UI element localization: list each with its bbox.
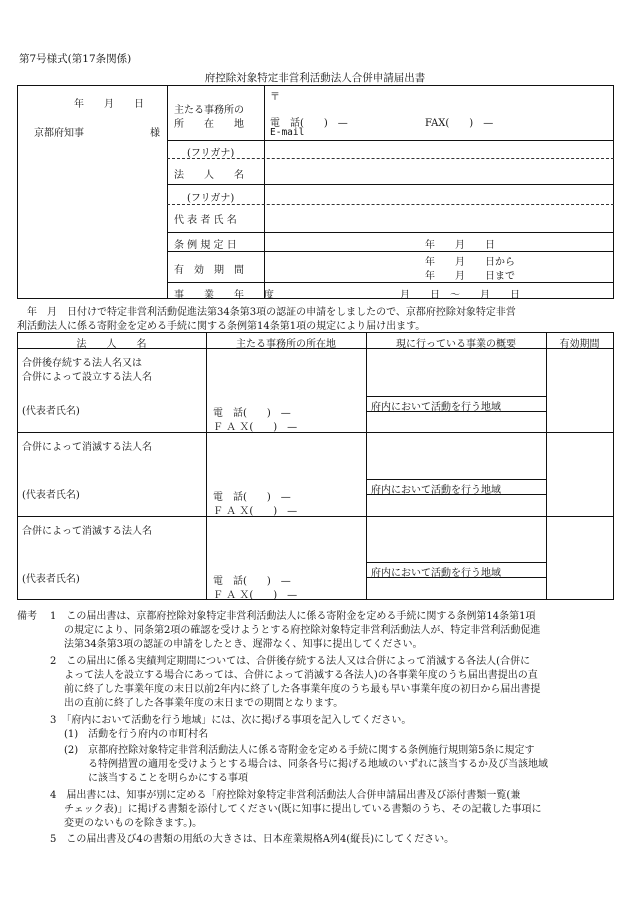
row-area-label: 府内において活動を行う地域 — [371, 568, 501, 579]
validity-label: 有 効 期 間 — [174, 265, 244, 276]
validity-to[interactable]: 年 月 日まで — [425, 271, 515, 282]
col-header-validity: 有効期間 — [559, 339, 600, 350]
business-year-label: 事 業 年 度 — [174, 290, 274, 301]
corp-furigana-field[interactable] — [266, 142, 612, 157]
validity-from[interactable]: 年 月 日から — [425, 257, 515, 268]
honorific: 様 — [150, 128, 160, 139]
office-tel: 電 話( ) — — [270, 118, 348, 129]
row-name-line1: 合併後存続する法人名又は — [22, 358, 142, 369]
row-name-line1: 合併によって消滅する法人名 — [22, 526, 152, 537]
office-fax: FAX( ) — — [425, 118, 494, 129]
corp-name-label: 法 人 名 — [174, 170, 244, 181]
note-line: 法第34条第3項の認証の申請をしたとき、遅滞なく、知事に提出してください。 — [64, 639, 423, 650]
note-line: 5 この届出書及び4の書類の用紙の大きさは、日本産業規格A列4(縦長)にしてください。 — [50, 834, 455, 845]
corp-name-field[interactable] — [266, 160, 612, 183]
note-line: 1 この届出書は、京都府控除対象特定非営利活動法人に係る寄附金を定める手続に関する条例第14条第1項 — [50, 611, 536, 622]
row-name-line1: 合併によって消滅する法人名 — [22, 442, 152, 453]
statement-line-1: 年 月 日付けで特定非営利活動促進法第34条第3項の認証の申請をしましたので、京都府控除対象特定非営 — [17, 307, 516, 318]
row-rep-label: (代表者氏名) — [22, 574, 80, 585]
row-area-label: 府内において活動を行う地域 — [371, 402, 501, 413]
note-line: に該当することを明らかにする事項 — [88, 773, 248, 784]
note-line: の規定により、同条第2項の確認を受けようとする府控除対象特定非営利活動法人が、特定非営利活動促進 — [64, 625, 541, 636]
note-line: 3 「府内において活動を行う地域」には、次に掲げる事項を記入してください。 — [50, 715, 412, 726]
row-fax: Ｆ Ａ Ｘ( ) — — [213, 422, 298, 433]
addressee: 京都府知事 — [34, 128, 84, 139]
col-header-corp-name: 法 人 名 — [76, 339, 147, 350]
row-name-line2: 合併によって設立する法人名 — [22, 372, 152, 383]
row-area-label: 府内において活動を行う地域 — [371, 485, 501, 496]
row-tel: 電 話( ) — — [213, 492, 291, 503]
note-line: 前に終了した事業年度の末日以前2年内に終了した各事業年度のうち最も早い事業年度の初日から届出書提 — [64, 684, 541, 695]
statement-line-2: 利活動法人に係る寄附金を定める手続に関する条例第14条第1項の規定により届け出ます。 — [17, 321, 426, 332]
furigana-label-1: (フリガナ) — [187, 148, 235, 159]
office-label-1: 主たる事務所の — [174, 105, 244, 116]
note-line: よって法人を設立する場合にあっては、合併によって消滅する各法人)の各事業年度のうち届出書提出の直 — [64, 670, 538, 681]
row-tel: 電 話( ) — — [213, 408, 291, 419]
note-line: (2) 京都府控除対象特定非営利活動法人に係る寄附金を定める手続に関する条例施行規則第5条に規定す — [64, 745, 535, 756]
ordinance-date-value[interactable]: 年 月 日 — [425, 240, 495, 251]
note-line: 2 この届出に係る実績判定期間については、合併後存続する法人又は合併によって消滅する各法人(合併に — [50, 656, 531, 667]
form-title: 府控除対象特定非営利活動法人合併申請届出書 — [204, 72, 426, 84]
office-address-field[interactable] — [266, 88, 612, 139]
note-line: (1) 活動を行う府内の市町村名 — [64, 729, 209, 740]
office-email: E-mail — [270, 127, 305, 138]
date-line: 年 月 日 — [74, 99, 144, 110]
note-line: 4 届出書には、知事が別に定める「府控除対象特定非営利活動法人合併申請届出書及び添付書類一覧(兼 — [50, 790, 521, 801]
row-rep-label: (代表者氏名) — [22, 406, 80, 417]
rep-name-field[interactable] — [266, 206, 612, 231]
office-label-2: 所 在 地 — [174, 119, 244, 130]
rep-name-label: 代 表 者 氏 名 — [174, 215, 237, 226]
note-line: 変更のないものを除きます。)。 — [64, 818, 203, 829]
note-line: る特例措置の適用を受けようとする場合は、同条各号に掲げる地域のいずれに該当するか及び当該地域 — [88, 759, 548, 770]
col-header-office: 主たる事務所の所在地 — [236, 339, 336, 350]
form-number: 第7号様式(第17条関係) — [19, 53, 132, 65]
row-fax: Ｆ Ａ Ｘ( ) — — [213, 590, 298, 601]
note-line: 出の直前に終了した各事業年度の末日までの期間となります。 — [64, 698, 344, 709]
business-year-value[interactable]: 月 日 ～ 月 日 — [400, 290, 520, 301]
row-tel: 電 話( ) — — [213, 576, 291, 587]
col-header-business: 現に行っている事業の概要 — [396, 339, 516, 350]
ordinance-date-label: 条 例 規 定 日 — [174, 240, 237, 251]
row-rep-label: (代表者氏名) — [22, 490, 80, 501]
furigana-label-2: (フリガナ) — [187, 193, 235, 204]
row-fax: Ｆ Ａ Ｘ( ) — — [213, 506, 298, 517]
postal-mark: 〒 — [270, 92, 280, 103]
rep-furigana-field[interactable] — [266, 186, 612, 203]
notes-label: 備考 — [17, 611, 37, 622]
note-line: チェック表)」に掲げる書類を添付してください(既に知事に提出している書類のうち、その記載した事項に — [64, 804, 542, 815]
